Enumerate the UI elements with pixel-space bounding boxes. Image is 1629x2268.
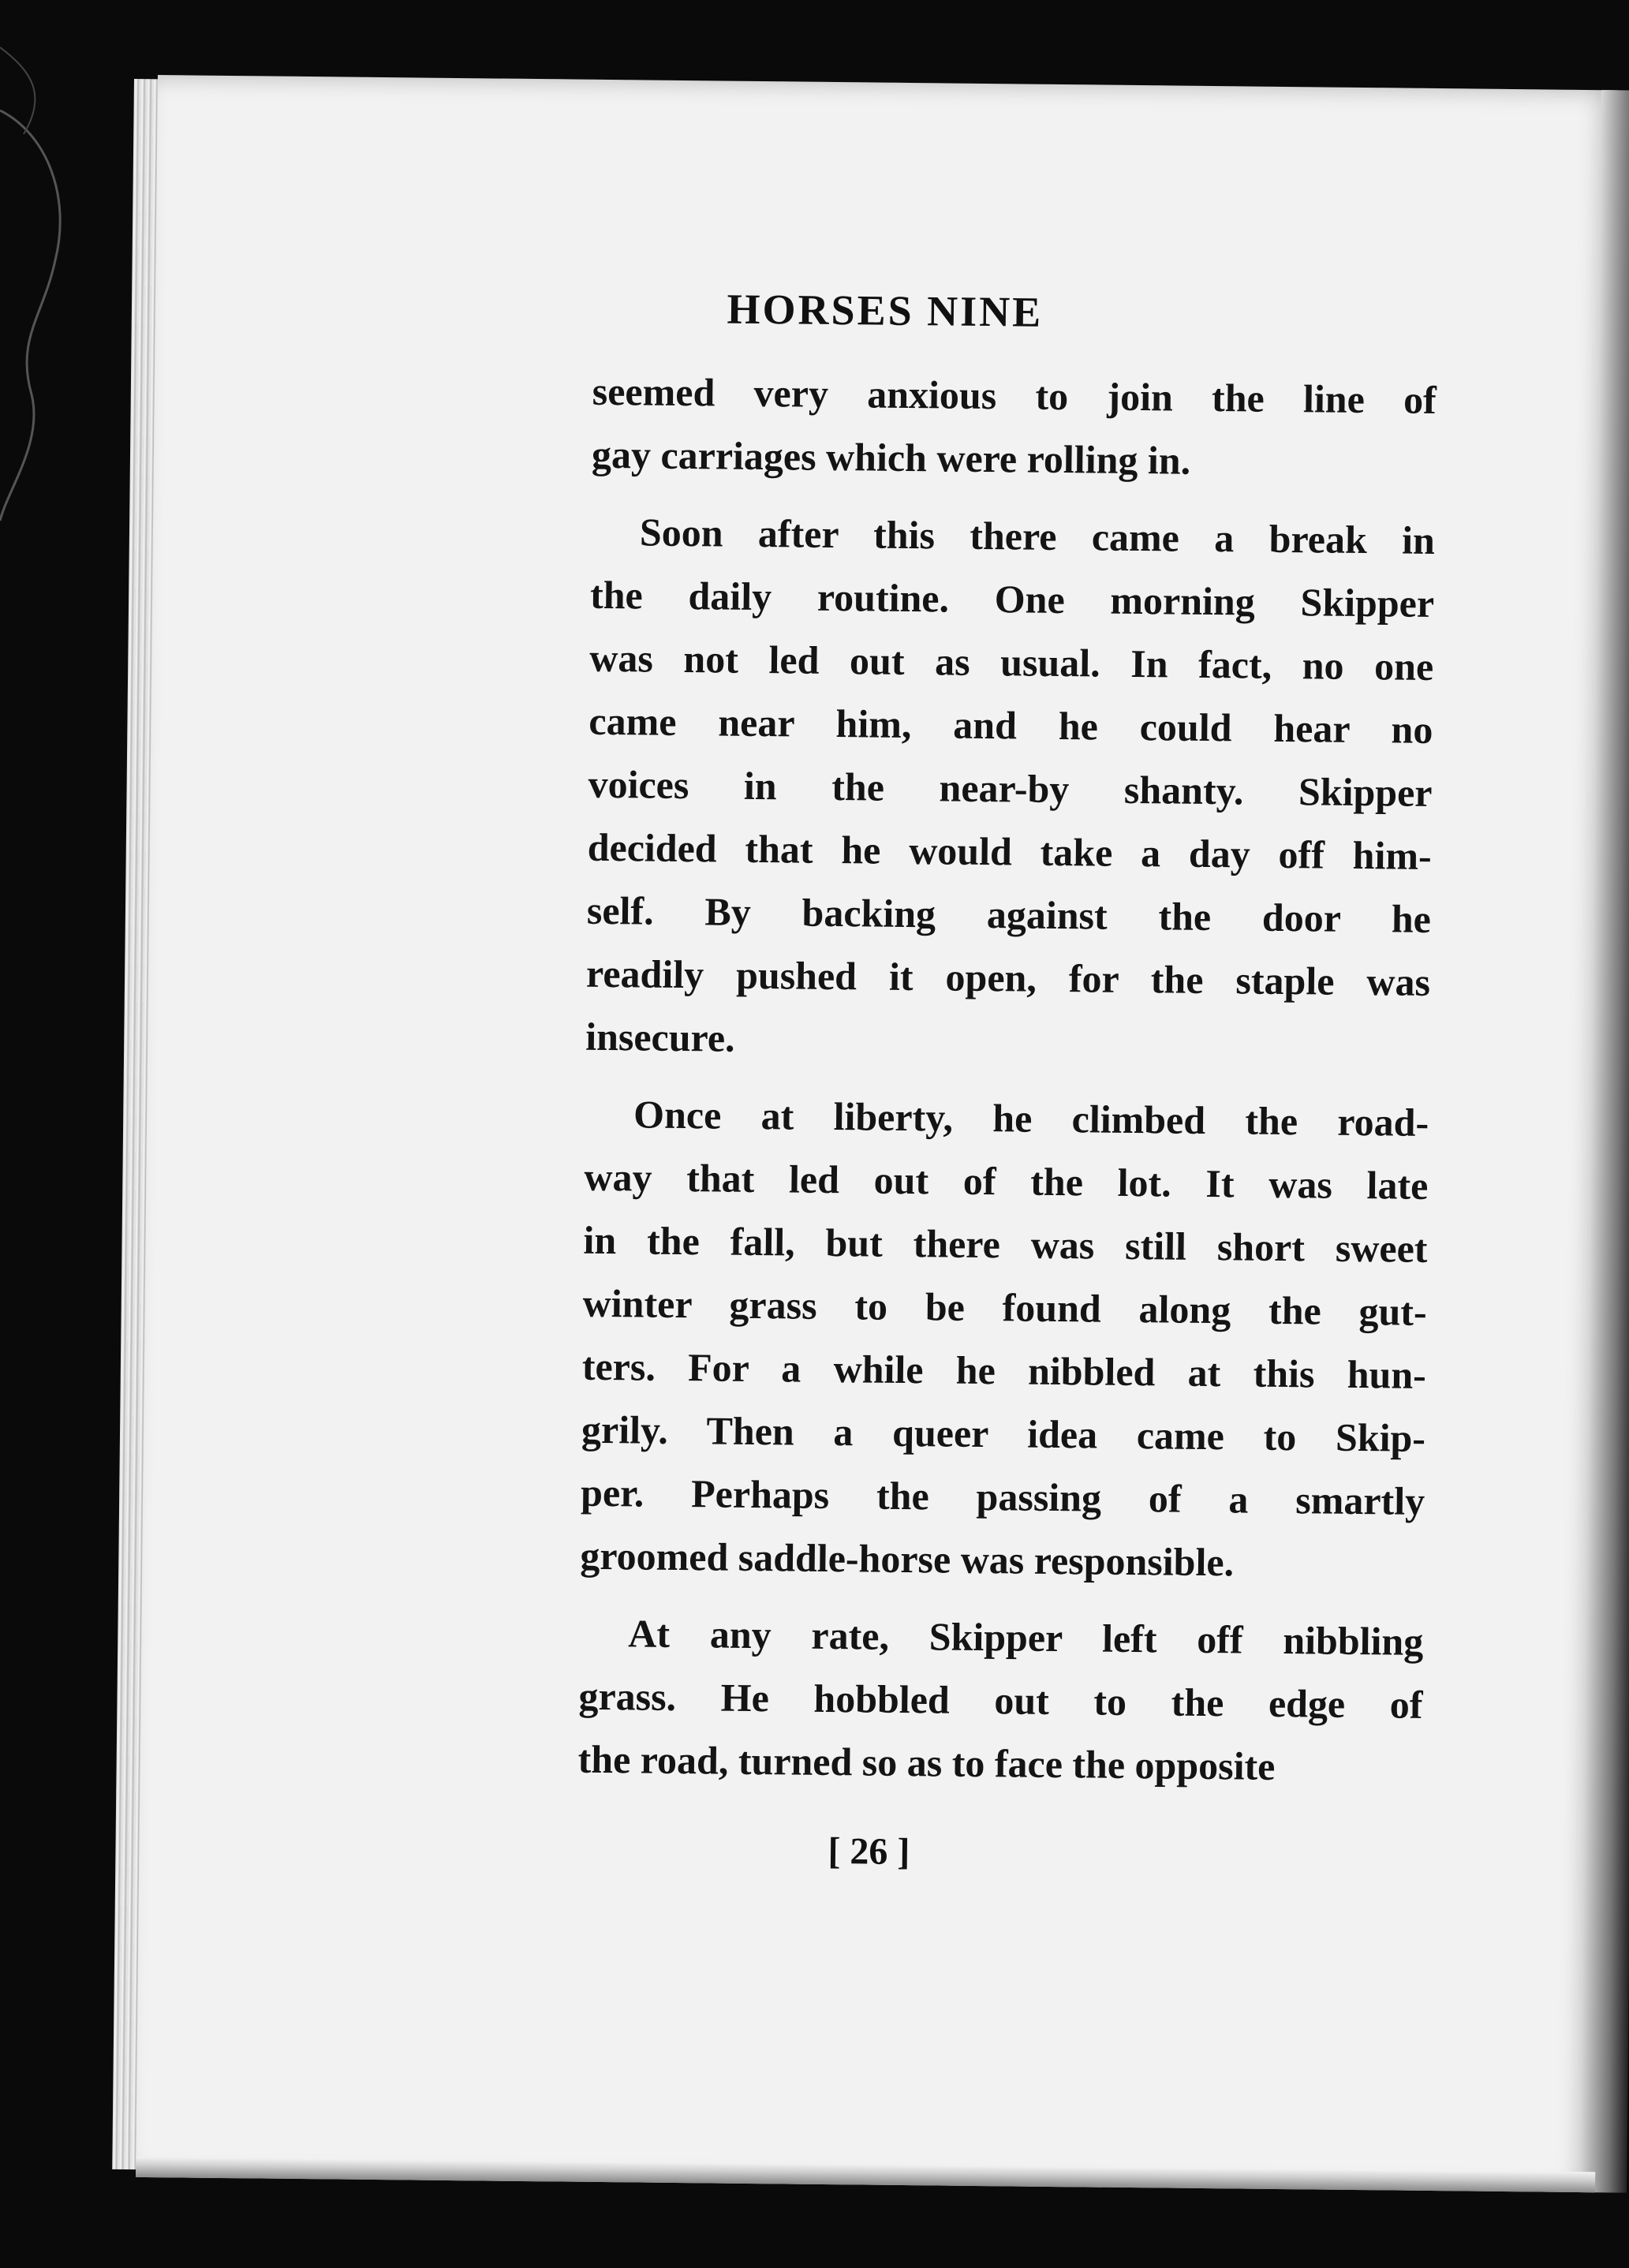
text-line: At any rate, Skipper left off nibbling — [628, 1611, 1424, 1664]
text-line: gay carriages which were rolling in. — [591, 432, 1191, 483]
text-line: Once at liberty, he climbed the road- — [633, 1092, 1429, 1145]
text-line: grily. Then a queer idea came to Skip- — [581, 1407, 1426, 1460]
text-line: ters. For a while he nibbled at this hun- — [581, 1343, 1427, 1397]
text-line: way that led out of the lot. It was late — [584, 1154, 1429, 1208]
text-line: groomed saddle-horse was responsible. — [580, 1533, 1235, 1585]
text-line: insecure. — [585, 1014, 735, 1060]
text-line: readily pushed it open, for the staple was — [585, 951, 1431, 1004]
paragraph — [580, 1082, 1429, 1596]
text-line: winter grass to be found along the gut- — [582, 1280, 1427, 1334]
text-line: was not led out as usual. In fact, no one — [589, 635, 1434, 689]
text-line: the daily routine. One morning Skipper — [589, 572, 1435, 626]
running-header: HORSES NINE — [727, 285, 1044, 336]
text-line: seemed very anxious to join the line of — [592, 368, 1437, 422]
text-line: per. Perhaps the passing of a smartly — [580, 1470, 1425, 1523]
text-line: grass. He hobbled out to the edge of — [578, 1673, 1423, 1727]
page-number: [ 26 ] — [828, 1830, 910, 1874]
body-text — [577, 360, 1437, 1799]
text-line: self. By backing against the door he — [586, 887, 1432, 941]
text-line: Soon after this there came a break in — [639, 510, 1436, 562]
text-line: decided that he would take a day off him- — [587, 824, 1433, 878]
paragraph — [585, 500, 1435, 1077]
book-page — [136, 75, 1617, 2192]
text-line: the road, turned so as to face the opposite — [577, 1736, 1276, 1788]
paragraph — [592, 360, 1437, 495]
text-line: came near him, and he could hear no — [588, 698, 1433, 752]
page-bottom-edge — [136, 2157, 1595, 2192]
text-line: voices in the near-by shanty. Skipper — [588, 761, 1433, 815]
paragraph — [577, 1601, 1423, 1799]
text-line: in the fall, but there was still short sweet — [583, 1217, 1428, 1271]
